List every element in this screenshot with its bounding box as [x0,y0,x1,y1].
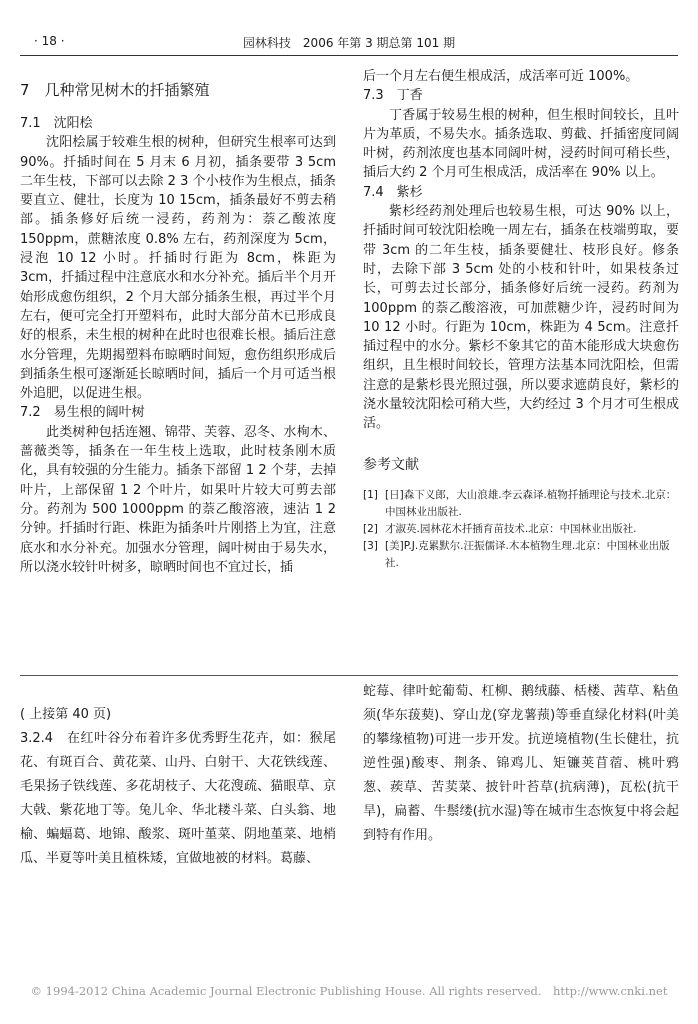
reference-item [363,521,679,538]
subsection-7-2-heading: 7.2 易生根的阔叶树 [20,405,145,421]
reference-text: [日]森下义郎，大山浪雄.李云森译.植物扦插理论与技术.北京：中国林业出版社. [385,488,677,518]
reference-text: [美]P.J.克累默尔.汪振儒译.木本植物生理.北京：中国林业出版社. [385,539,670,569]
journal-header: 园林科技 2006 年第 3 期总第 101 期 [242,36,456,50]
reference-number: [2] [363,522,378,535]
lower-left-column [20,703,336,871]
lower-left-body: 3.2.4 在红叶谷分布着许多优秀野生花卉，如：猴尾花、有斑百合、黄花菜、山丹、白射干、大花铁线莲、毛果扬子铁线莲、多花胡枝子、大花溲疏、猫眼草、京大戟、紫花地丁等。兔儿伞、华北耧斗菜、白头翁、地榆、蝙蝠葛、地锦、酸浆、斑叶堇菜、阴地堇菜、地梢瓜、半夏等叶美且植株矮，宜做地被的材料。葛藤、 [20,731,336,866]
reference-number: [1] [363,488,378,501]
reference-item [363,487,679,521]
reference-text: 才淑英.园林花木扦插育苗技术.北京：中国林业出版社. [385,522,637,535]
references-title: 参考文献 [363,456,419,473]
subsection-7-4-heading: 7.4 紫杉 [363,184,423,200]
continued-from-note: ( 上接第 40 页) [20,707,112,722]
subsection-7-4-body: 紫杉经药剂处理后也较易生根，可达 90% 以上，扦插时间可较沈阳桧晚一周左右，插条在枝端剪取，要带 3cm 的二年生枝，插条要健壮、枝形良好。修条时，去除下部 3 5cm 处的小枝和针叶，如果枝条过长，可剪去过长部分，插条修好后统一浸药。药剂为 100ppm 的萘乙酸溶液，可加蔗糖少许，浸药时间为 10 12 小时。行距为 10cm，株距为 4 5cm。注意扦插过程中的水分。紫杉不象其它的苗木能形成大块愈伤组织，且生根时间较长，管理方法基本同沈阳桧，但需注意的是紫杉畏光照过强，所以要求遮荫良好，紫杉的浇水量较沈阳桧可稍大些，大约经过 3 个月才可生根成活。 [363,204,679,432]
lower-right-body: 蛇莓、律叶蛇葡萄、杠柳、鹅绒藤、栝楼、茜草、粘鱼须(华东菝葜)、穿山龙(穿龙薯蓣)等垂直绿化材料(叶美的攀缘植物)可进一步开发。抗逆境植物(生长健壮，抗逆性强)酸枣、荆条、锦鸡儿、矩镰荚苜蓿、桃叶鸦葱、蒺草、苦荬菜、披针叶苔草(抗病薄)，瓦松(抗干旱)，扁蓄、牛鬃缕(抗水湿)等在城市生态恢复中将会起到特有作用。 [363,684,679,843]
references-list [363,487,679,572]
left-column [20,80,336,577]
continuation-text: 后一个月左右便生根成活，成活率可近 100%。 [363,69,639,84]
subsection-7-1-heading: 7.1 沈阳桧 [20,116,93,131]
lower-right-column [363,680,679,848]
subsection-7-3-heading: 7.3 丁香 [363,88,423,104]
section-divider [20,675,678,676]
section-title: 7 几种常见树木的扦插繁殖 [20,81,210,99]
subsection-7-3-body: 丁香属于较易生根的树种，但生根时间较长，且叶片为革质，不易失水。插条选取、剪截、扦插密度同阔叶树，药剂浓度也基本同阔叶树，浸药时间可稍长些，插后大约 2 个月可生根成活，成活率在 90% 以上。 [363,107,679,181]
page-number: · 18 · [34,34,65,48]
reference-number: [3] [363,539,378,552]
copyright-footer: © 1994-2012 China Academic Journal Electronic Publishing House. All rights reserved. http://www.cnki.net [30,984,668,998]
header-rule [20,55,678,56]
right-column [363,67,679,572]
subsection-7-1-body: 沈阳桧属于较难生根的树种，但研究生根率可达到 90%。扦插时间在 5 月末 6 月初，插条要带 3 5cm 二年生枝，下部可以去除 2 3 个小枝作为生根点，插条要直立、健壮，长度为 10 15cm，插条最好不剪去稍部。插条修好后统一浸药，药剂为：萘乙酸浓度 150ppm，蔗糖浓度 0.8% 左右，药剂深度为 5cm，浸泡 10 12 小时。扦插时行距为 8cm，株距为 3cm，扦插过程中注意底水和水分补充。插后半个月开始形成愈伤组织，2 个月大部分插条生根，再过半个月左右，便可完全打开塑料布，此时大部分苗木已形成良好的根系，未生根的树种在此时也很难长根。插后注意水分管理，先期揭塑料布晾晒时间短，愈伤组织形成后到插条生根可逐渐延长晾晒时间，插后一个月可适当根外追肥，以促进生根。 [20,135,336,402]
reference-item [363,538,679,572]
subsection-7-2-body: 此类树种包括连翘、锦带、芙蓉、忍冬、水栒木、蔷薇类等，插条在一年生枝上选取，此时枝条刚木质化，具有较强的分生能力。插条下部留 1 2 个芽，去掉叶片，上部保留 1 2 个叶片，如果叶片较大可剪去部分。药剂为 500 1000ppm 的萘乙酸溶液，速沾 1 2 分钟。扦插时行距、株距为插条叶片刚搭上为宜，注意底水和水分补充。加强水分管理，阔叶树由于易失水，所以浇水较针叶树多，晾晒时间也不宜过长，插 [20,424,336,575]
